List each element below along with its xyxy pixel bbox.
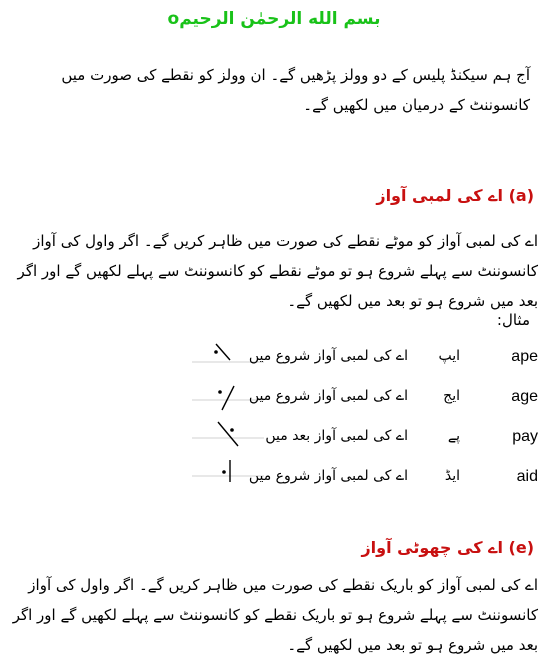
example-row-pay: [0, 420, 548, 460]
example-english: ape: [511, 348, 538, 365]
example-english: pay: [512, 428, 538, 445]
example-english: aid: [516, 468, 538, 485]
example-urdu: ایڈ: [444, 468, 460, 484]
bismillah-heading: بسم الله الرحمٰن الرحیمo: [167, 9, 381, 29]
example-desc: اے کی لمبی آواز بعد میں: [265, 428, 408, 444]
example-urdu: ایپ: [438, 348, 460, 364]
example-english: age: [511, 388, 538, 405]
example-urdu: پے: [447, 428, 460, 444]
example-row-aid: [0, 460, 548, 500]
example-urdu: ایج: [443, 388, 460, 404]
section-a-paragraph: اے کی لمبی آواز کو موٹے نقطے کی صورت میں ظاہر کریں گے۔ اگر واول کی آواز کانسوننٹ سے پہلے شروع ہو تو موٹے نقطے کو کانسوننٹ سے پہلے لکھیں گے اور اگر بعد میں شروع ہو تو بعد میں لکھیں گے۔: [17, 232, 538, 310]
example-label: مثال:: [496, 311, 530, 329]
example-row-age: [0, 380, 548, 420]
section-e-heading: (e) اے کی چھوٹی آواز: [361, 538, 534, 557]
example-desc: اے کی لمبی آواز شروع میں: [248, 388, 408, 404]
example-desc: اے کی لمبی آواز شروع میں: [248, 348, 408, 364]
intro-paragraph: آج ہم سیکنڈ پلیس کے دو وولز پڑھیں گے۔ ان وولز کو نقطے کی صورت میں کانسوننٹ کے درمیان میں لکھیں گے۔: [61, 66, 530, 114]
example-desc: اے کی لمبی آواز شروع میں: [248, 468, 408, 484]
section-e-paragraph: اے کی لمبی آواز کو باریک نقطے کی صورت میں ظاہر کریں گے۔ اگر واول کی آواز کانسوننٹ سے پہلے شروع ہو تو باریک نقطے کو کانسوننٹ سے پہلے لکھیں گے اور اگر بعد میں شروع ہو تو بعد میں لکھیں گے۔: [12, 576, 538, 654]
section-a-heading: (a) اے کی لمبی آواز: [376, 186, 534, 205]
example-row-ape: [0, 340, 548, 380]
shorthand-glyph-pay: [192, 420, 272, 460]
